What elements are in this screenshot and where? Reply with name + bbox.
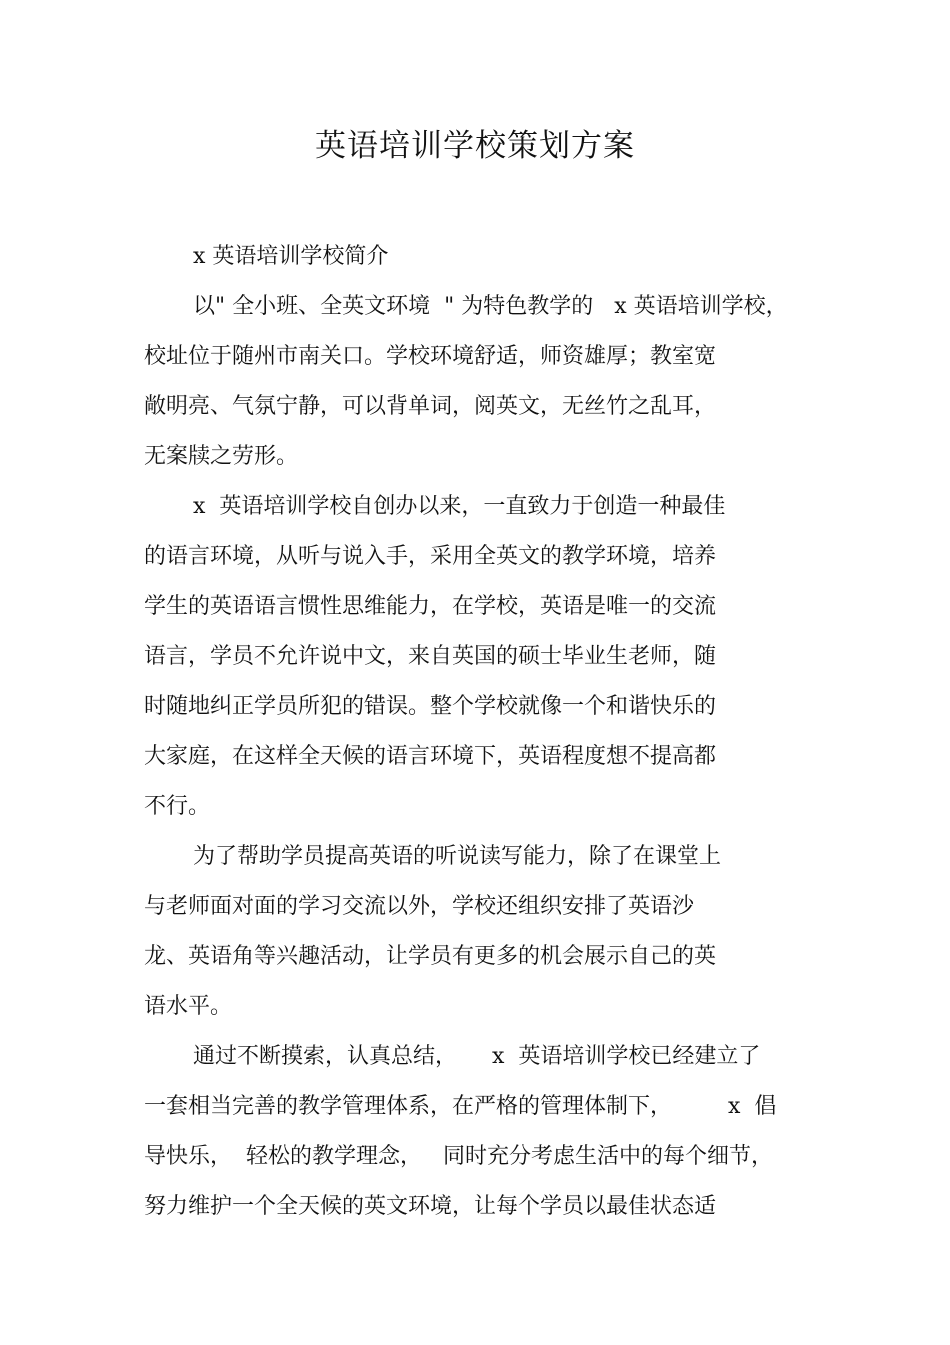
paragraph-line: 校址位于随州市南关口。学校环境舒适，师资雄厚；教室宽 <box>144 344 717 369</box>
paragraph-line: 语水平。 <box>144 994 233 1019</box>
paragraph-line: 导快乐， 轻松的教学理念， 同时充分考虑生活中的每个细节， <box>144 1144 773 1169</box>
paragraph-line: 语言，学员不允许说中文，来自英国的硕士毕业生老师，随 <box>144 644 717 669</box>
paragraph-line: x 英语培训学校自创办以来，一直致力于创造一种最佳 <box>193 494 726 519</box>
paragraph-line: 学生的英语语言惯性思维能力，在学校，英语是唯一的交流 <box>144 594 717 619</box>
paragraph-line: 的语言环境，从听与说入手，采用全英文的教学环境，培养 <box>144 544 717 569</box>
document-title: 英语培训学校策划方案 <box>315 128 635 164</box>
paragraph-line: 以" 全小班、全英文环境 " 为特色教学的 x 英语培训学校， <box>193 294 788 319</box>
paragraph-line: 敞明亮、气氛宁静，可以背单词，阅英文，无丝竹之乱耳， <box>144 394 717 419</box>
paragraph-line: 为了帮助学员提高英语的听说读写能力，除了在课堂上 <box>193 844 722 869</box>
paragraph-line: 努力维护一个全天候的英文环境，让每个学员以最佳状态适 <box>144 1194 717 1219</box>
paragraph-line: 一套相当完善的教学管理体系，在严格的管理体制下， x 倡 <box>144 1094 777 1119</box>
paragraph-line: 无案牍之劳形。 <box>144 444 299 469</box>
paragraph-line: 不行。 <box>144 794 211 819</box>
paragraph-line: 大家庭，在这样全天候的语言环境下，英语程度想不提高都 <box>144 744 717 769</box>
section-heading: x 英语培训学校简介 <box>193 244 389 269</box>
paragraph-line: 时随地纠正学员所犯的错误。整个学校就像一个和谐快乐的 <box>144 694 717 719</box>
paragraph-line: 龙、英语角等兴趣活动，让学员有更多的机会展示自己的英 <box>144 944 717 969</box>
paragraph-line: 通过不断摸索，认真总结， x 英语培训学校已经建立了 <box>193 1044 761 1069</box>
paragraph-line: 与老师面对面的学习交流以外，学校还组织安排了英语沙 <box>144 894 695 919</box>
